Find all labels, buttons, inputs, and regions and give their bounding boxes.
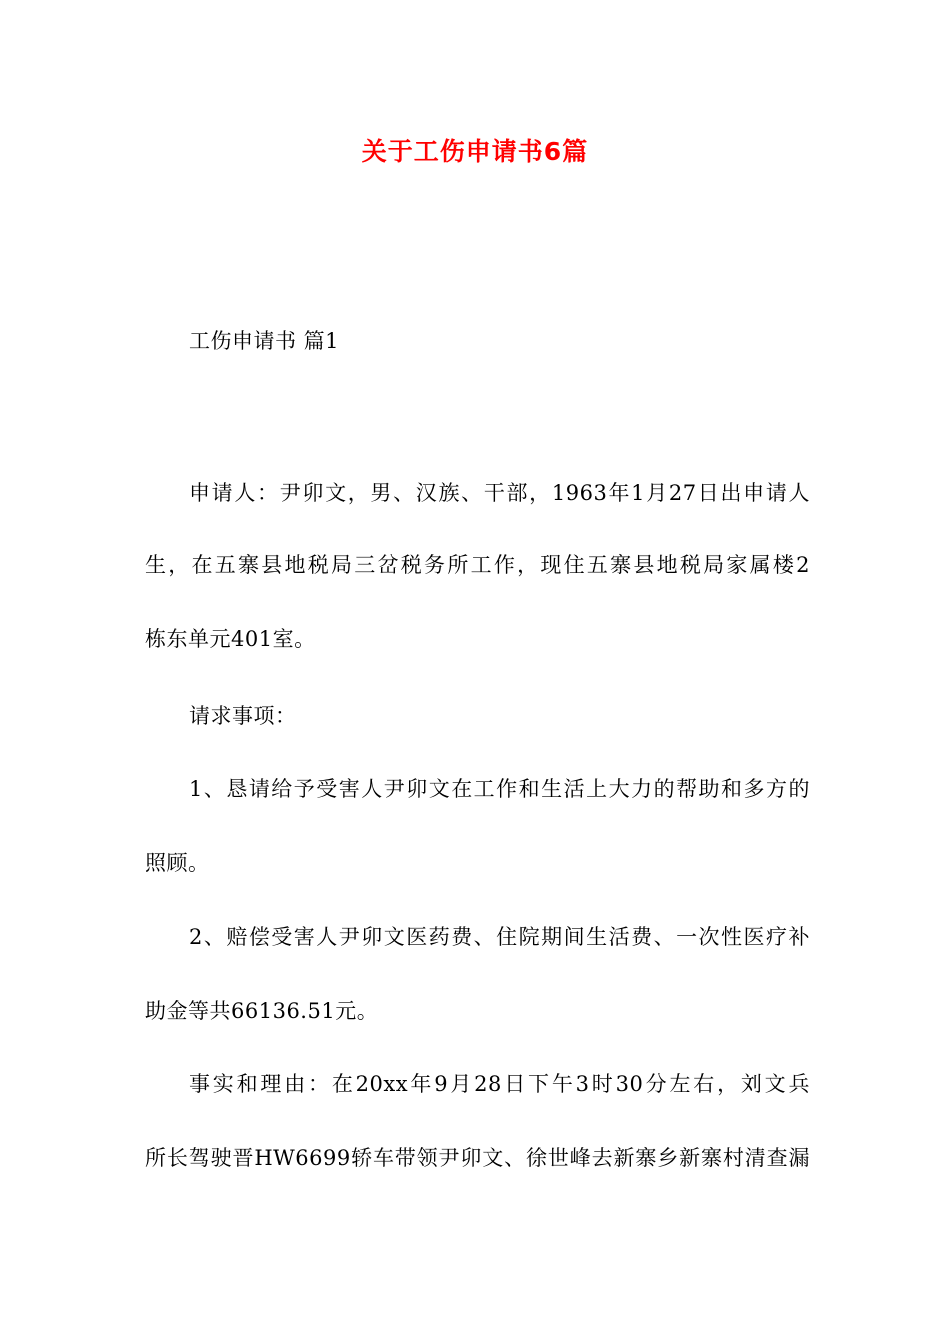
request-1-line-2: 照顾。 (145, 851, 210, 875)
document-title: 关于工伤申请书6篇 (361, 137, 589, 166)
request-1-line-1: 1、恳请给予受害人尹卯文在工作和生活上大力的帮助和多方的 (189, 777, 810, 801)
paragraph-applicant-line-3: 栋东单元401室。 (145, 627, 316, 651)
section-heading: 工伤申请书 篇1 (189, 329, 340, 353)
request-2-line-2: 助金等共66136.51元。 (145, 999, 379, 1023)
requests-heading: 请求事项： (189, 704, 297, 728)
request-2-line-1: 2、赔偿受害人尹卯文医药费、住院期间生活费、一次性医疗补 (189, 925, 810, 949)
paragraph-applicant-line-2: 生，在五寨县地税局三岔税务所工作，现住五寨县地税局家属楼2 (145, 553, 810, 577)
paragraph-applicant-line-1: 申请人：尹卯文，男、汉族、干部，1963年1月27日出申请人 (189, 481, 810, 505)
facts-line-2: 所长驾驶晋HW6699轿车带领尹卯文、徐世峰去新寨乡新寨村清查漏 (145, 1146, 810, 1170)
facts-line-1: 事实和理由：在20xx年9月28日下午3时30分左右，刘文兵 (189, 1072, 810, 1096)
